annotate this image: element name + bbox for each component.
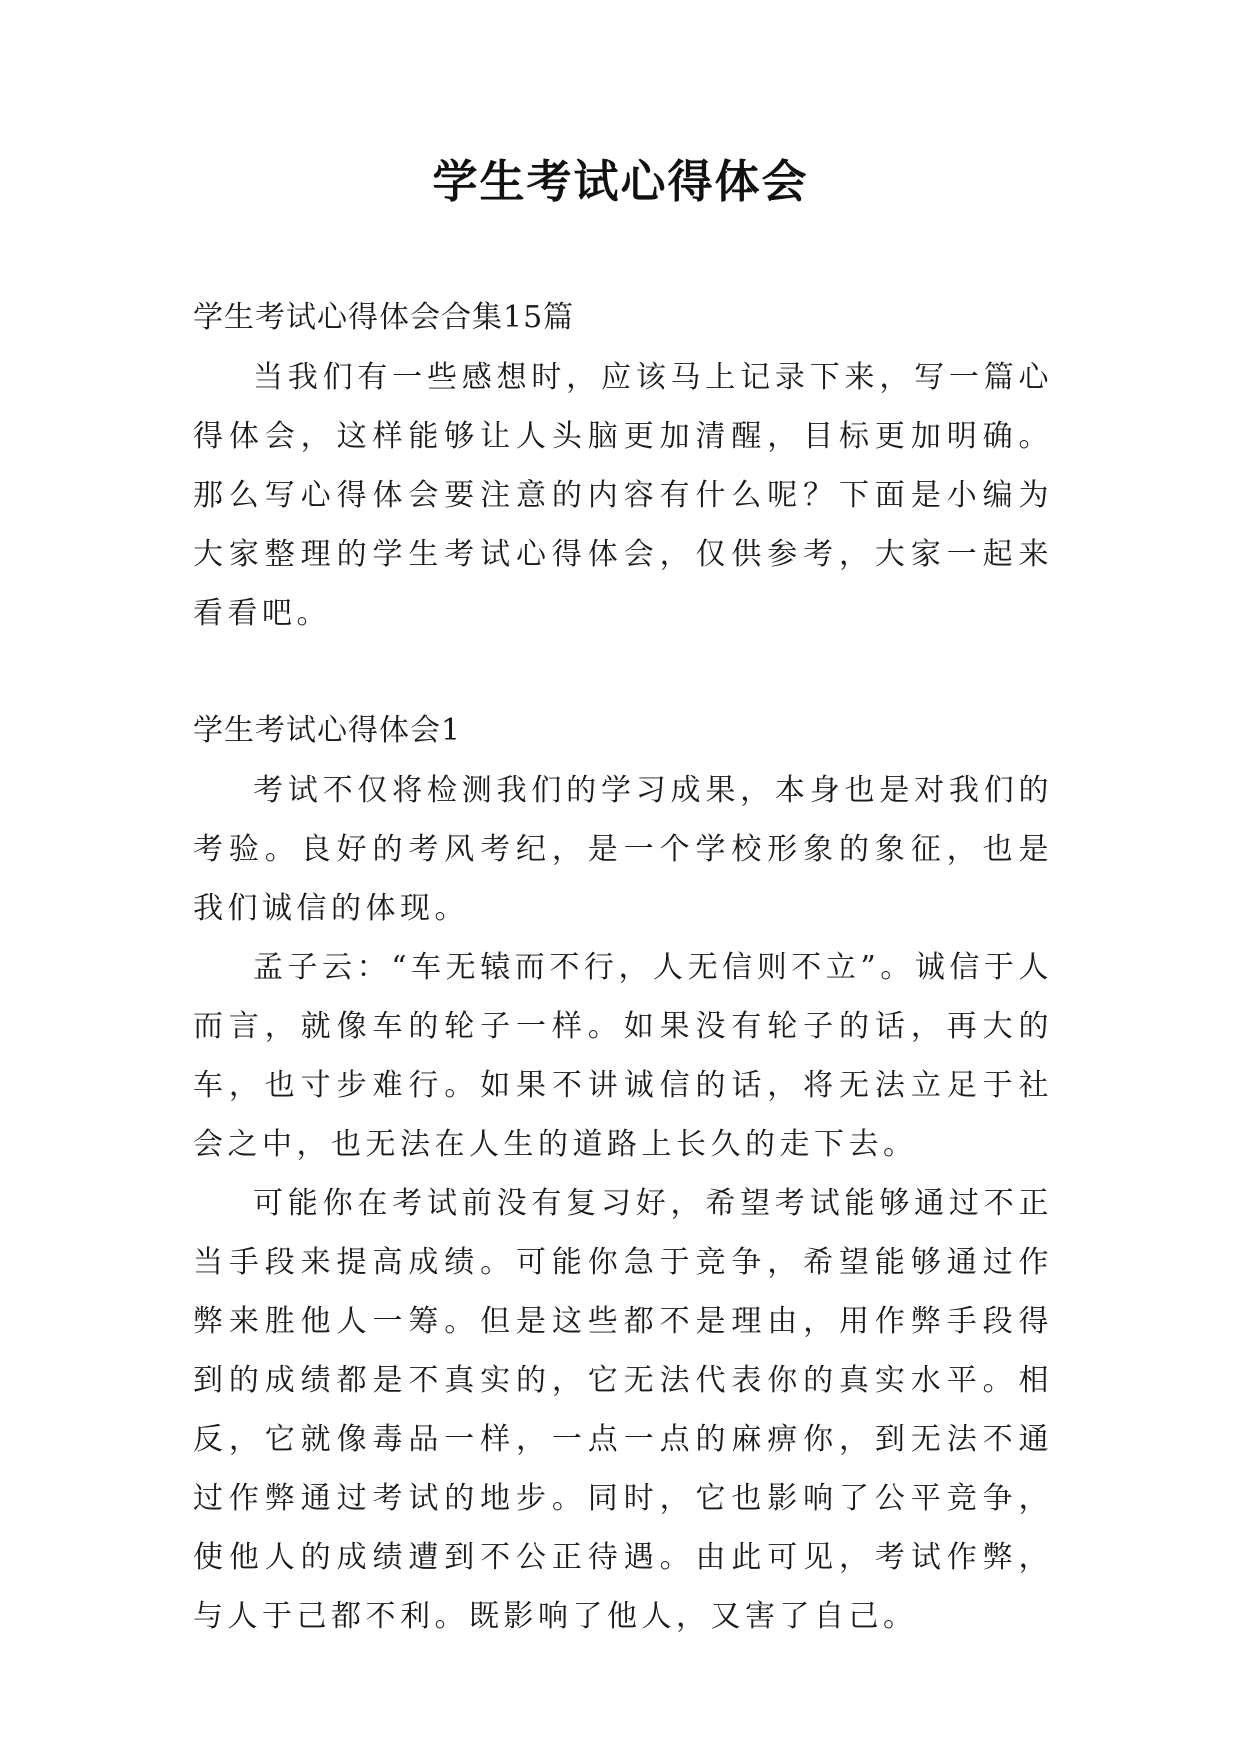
body-paragraph-1: 考试不仅将检测我们的学习成果，本身也是对我们的考验。良好的考风考纪，是一个学校形象的象征，也是我们诚信的体现。 xyxy=(193,773,1053,926)
collection-subtitle: 学生考试心得体会合集15篇 xyxy=(193,300,575,335)
document-body xyxy=(193,288,1053,1646)
intro-paragraph: 当我们有一些感想时，应该马上记录下来，写一篇心得体会，这样能够让人头脑更加清醒，目标更加明确。那么写心得体会要注意的内容有什么呢？下面是小编为大家整理的学生考试心得体会，仅供参考，大家一起来看看吧。 xyxy=(193,360,1053,631)
document-title: 学生考试心得体会 xyxy=(432,155,809,208)
body-paragraph-3: 可能你在考试前没有复习好，希望考试能够通过不正当手段来提高成绩。可能你急于竞争，希望能够通过作弊来胜他人一筹。但是这些都不是理由，用作弊手段得到的成绩都是不真实的，它无法代表你的真实水平。相反，它就像毒品一样，一点一点的麻痹你，到无法不通过作弊通过考试的地步。同时，它也影响了公平竞争，使他人的成绩遭到不公正待遇。由此可见，考试作弊，与人于己都不利。既影响了他人，又害了自己。 xyxy=(193,1186,1053,1634)
section-heading: 学生考试心得体会1 xyxy=(193,713,462,748)
body-paragraph-2: 孟子云：“车无辕而不行，人无信则不立”。诚信于人而言，就像车的轮子一样。如果没有轮子的话，再大的车，也寸步难行。如果不讲诚信的话，将无法立足于社会之中，也无法在人生的道路上长久的走下去。 xyxy=(193,950,1053,1162)
